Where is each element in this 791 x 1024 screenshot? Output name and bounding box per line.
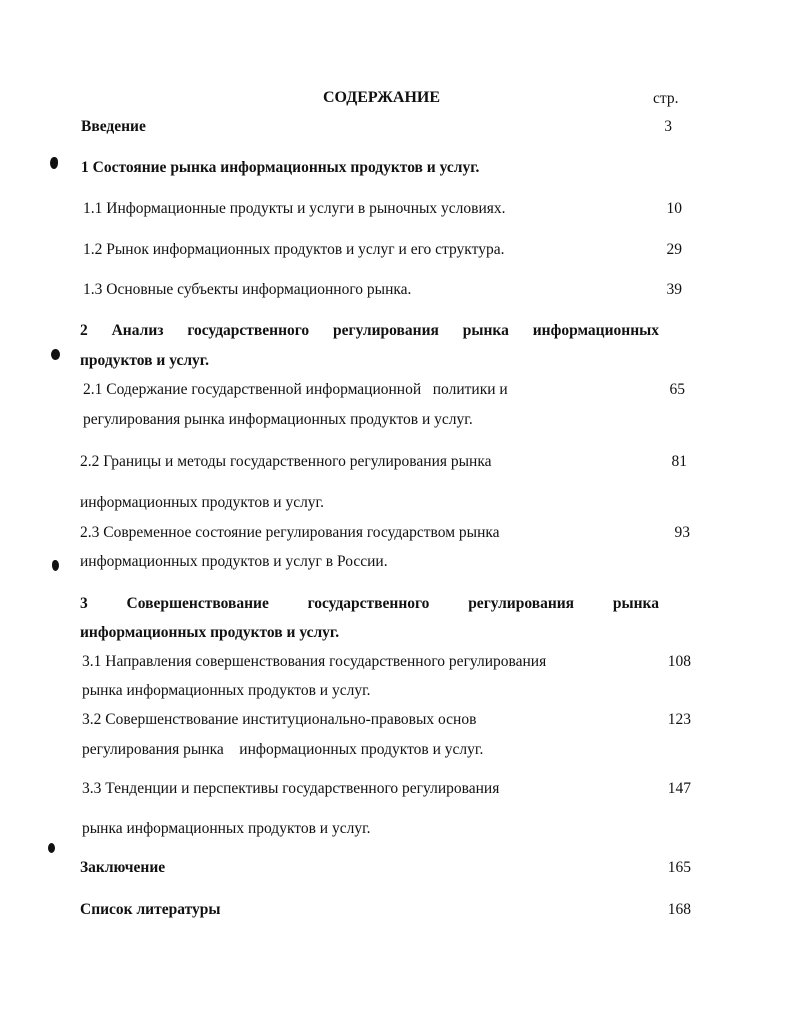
toc-chapter-3-line1 xyxy=(80,595,659,613)
toc-chapter-2-word: 2 xyxy=(80,322,88,339)
toc-chapter-2-word: рынка xyxy=(462,322,509,339)
toc-section-3-1-line1: 3.1 Направления совершенствования государственного регулирования xyxy=(82,653,547,670)
toc-section-2-3-page: 93 xyxy=(674,524,690,541)
toc-section-2-1-line1: 2.1 Содержание государственной информационной политики и xyxy=(83,381,508,398)
toc-section-3-2-page: 123 xyxy=(667,711,691,728)
toc-chapter-3-word: государственного xyxy=(307,595,430,612)
page-title: СОДЕРЖАНИЕ xyxy=(323,89,441,106)
toc-section-1-1-page: 10 xyxy=(666,200,682,217)
toc-chapter-3-word: 3 xyxy=(80,595,88,612)
toc-chapter-2-line2: продуктов и услуг. xyxy=(80,352,209,369)
toc-chapter-2-line1 xyxy=(80,322,659,340)
toc-section-3-1-page: 108 xyxy=(667,653,691,670)
toc-section-3-1-line2: рынка информационных продуктов и услуг. xyxy=(82,682,371,699)
toc-intro-page: 3 xyxy=(664,118,672,135)
toc-chapter-3-word: Совершенствование xyxy=(126,595,269,612)
toc-section-1-3: 1.3 Основные субъекты информационного рынка. xyxy=(83,281,412,298)
toc-section-1-2-page: 29 xyxy=(666,241,682,258)
scan-mark xyxy=(52,560,59,571)
toc-section-2-2-page: 81 xyxy=(671,453,687,470)
scan-mark xyxy=(51,349,60,360)
toc-conclusion-page: 165 xyxy=(667,859,691,876)
toc-chapter-3-line2: информационных продуктов и услуг. xyxy=(80,624,340,641)
toc-chapter-3-word: регулирования xyxy=(468,595,575,612)
toc-chapter-2-word: регулирования xyxy=(333,322,439,339)
toc-intro: Введение xyxy=(81,118,146,135)
toc-section-2-1-line2: регулирования рынка информационных продуктов и услуг. xyxy=(83,411,473,428)
toc-section-3-3-line1: 3.3 Тенденции и перспективы государственного регулирования xyxy=(82,780,500,797)
scan-mark xyxy=(50,157,58,169)
toc-section-2-3-line1: 2.3 Современное состояние регулирования государством рынка xyxy=(80,524,500,541)
toc-chapter-2-word: информационных xyxy=(532,322,659,339)
toc-section-2-2-line2: информационных продуктов и услуг. xyxy=(80,494,325,511)
toc-section-1-2: 1.2 Рынок информационных продуктов и услуг и его структура. xyxy=(83,241,505,258)
toc-section-3-2-line2: регулирования рынка информационных продуктов и услуг. xyxy=(82,741,484,758)
toc-section-2-3-line2: информационных продуктов и услуг в России. xyxy=(80,553,388,570)
toc-section-2-2-line1: 2.2 Границы и методы государственного регулирования рынка xyxy=(80,453,492,470)
toc-section-2-1-page: 65 xyxy=(669,381,685,398)
toc-chapter-1: 1 Состояние рынка информационных продуктов и услуг. xyxy=(81,159,480,176)
toc-chapter-2-word: государственного xyxy=(187,322,310,339)
toc-section-1-1: 1.1 Информационные продукты и услуги в рыночных условиях. xyxy=(83,200,506,217)
toc-section-1-3-page: 39 xyxy=(666,281,682,298)
toc-conclusion: Заключение xyxy=(80,859,166,876)
toc-references: Список литературы xyxy=(80,901,221,918)
page-column-label: стр. xyxy=(653,90,679,107)
toc-section-3-3-line2: рынка информационных продуктов и услуг. xyxy=(82,820,371,837)
scan-mark xyxy=(48,843,55,853)
toc-references-page: 168 xyxy=(667,901,691,918)
toc-chapter-3-word: рынка xyxy=(612,595,659,612)
toc-section-3-2-line1: 3.2 Совершенствование институционально-правовых основ xyxy=(82,711,477,728)
toc-section-3-3-page: 147 xyxy=(667,780,691,797)
toc-chapter-2-word: Анализ xyxy=(111,322,164,339)
